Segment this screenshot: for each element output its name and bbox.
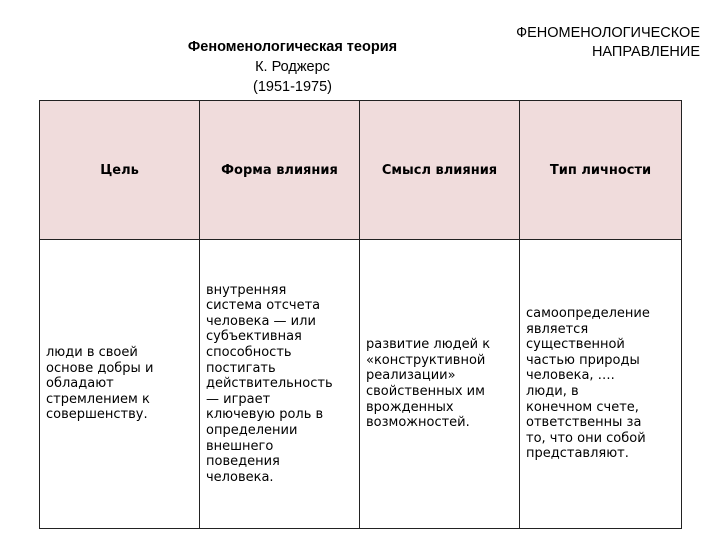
theory-years: (1951-1975) <box>253 79 332 95</box>
direction-title: ФЕНОМЕНОЛОГИЧЕСКОЕ НАПРАВЛЕНИЕ <box>516 25 700 60</box>
cell-personality-type-text: самоопределение является существенной частью природы человека, …. люди, в конечном счете, ответственны за то, что они собой представляют. <box>526 306 650 462</box>
table-row <box>40 240 682 529</box>
cell-goal <box>40 240 200 529</box>
cell-influence-form-text: внутренняя система отсчета человека — или субъективная способность постигать действительность — играет ключевую роль в определении внешнего поведения человека. <box>206 282 333 485</box>
table-header-row <box>40 101 682 240</box>
cell-goal-text: люди в своей основе добры и обладают стремлением к совершенству. <box>46 345 154 423</box>
theory-author: К. Роджерс <box>255 59 330 75</box>
header-influence-meaning: Смысл влияния <box>360 101 520 240</box>
theory-title: Феноменологическая теория <box>187 39 398 55</box>
cell-influence-form <box>200 240 360 529</box>
cell-influence-meaning-text: развитие людей к «конструктивной реализации» свойственных им врожденных возможностей. <box>366 337 491 431</box>
cell-personality-type <box>520 240 682 529</box>
header-goal: Цель <box>40 101 200 240</box>
header-influence-form: Форма влияния <box>200 101 360 240</box>
theory-table <box>39 100 682 529</box>
header-personality-type: Тип личности <box>520 101 682 240</box>
theory-heading <box>150 37 435 97</box>
cell-influence-meaning <box>360 240 520 529</box>
